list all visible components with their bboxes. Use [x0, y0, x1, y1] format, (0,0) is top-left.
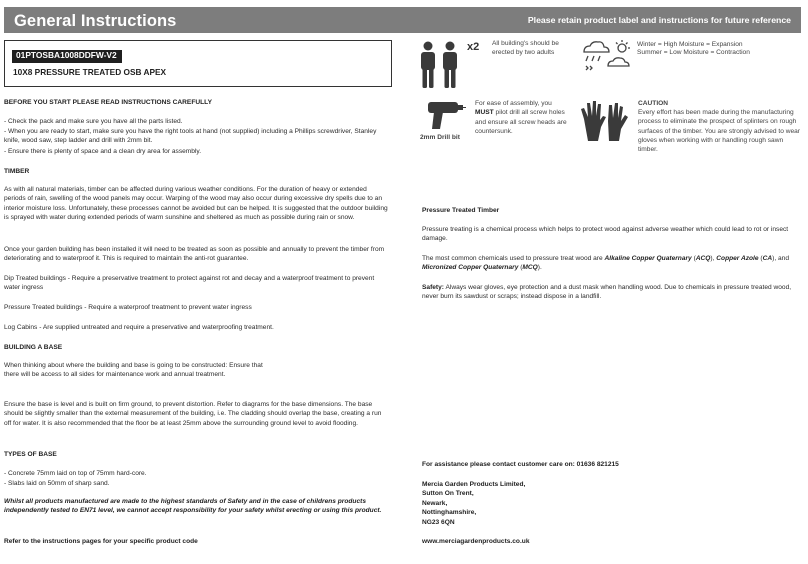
weather-icon	[580, 38, 632, 74]
pressure-paragraph-1: Pressure treating is a chemical process which helps to protect wood against adverse weather which could lead to rot or insect damage.	[422, 226, 789, 243]
before-line-2: - When you are ready to start, make sure you have the right tools at hand (not supplied) including a Phillips screwdriver, Stanley knife, wood saw, step ladder and drill with 2mm bit.	[4, 128, 377, 145]
address-line-3: Nottinghamshire,	[422, 509, 477, 516]
timber-paragraph-2: Once your garden building has been installed it will need to be treated as soon as possible and annually to prevent the timber from deteriorating and to waterproof it. This is required to maintain the anti-rot guarantee.	[4, 246, 385, 263]
drill-instructions: For ease of assembly, you MUST pilot drill all screw holes and ensure all screw heads are countersunk.	[475, 100, 567, 136]
two-people-icon	[417, 40, 465, 90]
caution-heading: CAUTION	[638, 100, 669, 107]
header-note: Please retain product label and instructions for future reference	[527, 15, 791, 25]
website-link[interactable]: www.merciagardenproducts.co.uk	[422, 538, 530, 545]
safety-disclaimer: Whilst all products manufactured are made to the highest standards of Safety and in the case of childrens products independently tested to EN71 level, we cannot accept responsibility for your safety whilst erecting or using this product.	[4, 498, 382, 515]
header-bar	[4, 7, 801, 33]
caution-text: Every effort has been made during the manufacturing process to eliminate the prospect of splinters on rough surfaces of the timber. You are strongly advised to wear gloves when working with or handling rough sawn timber.	[638, 109, 801, 154]
base-paragraph-1: When thinking about where the building and base is going to be constructed: Ensure that there will be access to all sides for maintenance work and annual treatment.	[4, 362, 263, 379]
page-title: General Instructions	[14, 12, 177, 30]
address-line-2: Newark,	[422, 500, 448, 507]
gloves-icon	[580, 99, 630, 141]
types-line-1: - Concrete 75mm laid on top of 75mm hard-core.	[4, 470, 147, 477]
before-line-1: - Check the pack and make sure you have all the parts listed.	[4, 118, 183, 125]
refer-note: Refer to the instructions pages for your specific product code	[4, 538, 198, 545]
timber-paragraph-1: As with all natural materials, timber can be affected during various weather conditions. For the duration of heavy or extended periods of rain, swelling of the wood panels may occur. Warping of the wood may also occur during excessive dry spells due to an interior moisture loss. Unfortunately, these processes cannot be avoided but can be helped. It is suggested that the outdoor building is sprayed with water during extended periods of warm sunshine and sheltered as much as possible during rain or snow.	[4, 186, 388, 222]
types-heading: TYPES OF BASE	[4, 451, 57, 458]
timber-paragraph-3: Dip Treated buildings - Require a preservative treatment to protect against rot and decay and a waterproof treatment to prevent water ingress	[4, 275, 375, 292]
timber-paragraph-5: Log Cabins - Are supplied untreated and require a preservative and waterproofing treatment.	[4, 324, 274, 331]
two-adults-note: All building's should be erected by two adults	[492, 40, 559, 57]
drill-caption: 2mm Drill bit	[420, 134, 460, 141]
base-paragraph-2: Ensure the base is level and is built on firm ground, to prevent distortion. Refer to diagrams for the base dimensions. The base should be slightly smaller than the external measurement of the building, i.e. The cladding should overlap the base, creating a run off for water. It is also recommended that the floor be at least 25mm above the surrounding ground level to avoid flooding.	[4, 401, 382, 427]
pressure-paragraph-2: The most common chemicals used to pressure treat wood are Alkaline Copper Quaternary (ACQ), Copper Azole (CA), and Micronized Copper Quaternary (MCQ).	[422, 255, 789, 272]
timber-paragraph-4: Pressure Treated buildings - Require a waterproof treatment to prevent water ingress	[4, 304, 252, 311]
drill-icon	[420, 99, 466, 131]
timber-heading: TIMBER	[4, 168, 30, 175]
before-line-3: - Ensure there is plenty of space and a clean dry area for assembly.	[4, 148, 202, 155]
product-label-box	[4, 40, 392, 87]
weather-summer: Summer = Low Moisture = Contraction	[637, 49, 750, 56]
before-heading: BEFORE YOU START PLEASE READ INSTRUCTIONS CAREFULLY	[4, 99, 212, 106]
postcode: NG23 6QN	[422, 519, 455, 526]
pressure-heading: Pressure Treated Timber	[422, 207, 500, 214]
types-line-2: - Slabs laid on 50mm of sharp sand.	[4, 480, 110, 487]
product-name: 10X8 PRESSURE TREATED OSB APEX	[13, 67, 167, 77]
safety-paragraph: Safety: Always wear gloves, eye protection and a dust mask when handling wood. Due to chemicals in pressure treated wood, never burn its sawdust or scraps; instead dispose in a landfill.	[422, 284, 792, 301]
base-heading: BUILDING A BASE	[4, 344, 63, 351]
product-code: 01PTOSBA1008DDFW-V2	[12, 50, 122, 63]
address-line-1: Sutton On Trent,	[422, 490, 474, 497]
people-multiplier: x2	[467, 41, 480, 53]
weather-winter: Winter = High Moisture = Expansion	[637, 41, 743, 48]
company-name: Mercia Garden Products Limited,	[422, 481, 526, 488]
customer-care-line: For assistance please contact customer care on: 01636 821215	[422, 461, 619, 468]
